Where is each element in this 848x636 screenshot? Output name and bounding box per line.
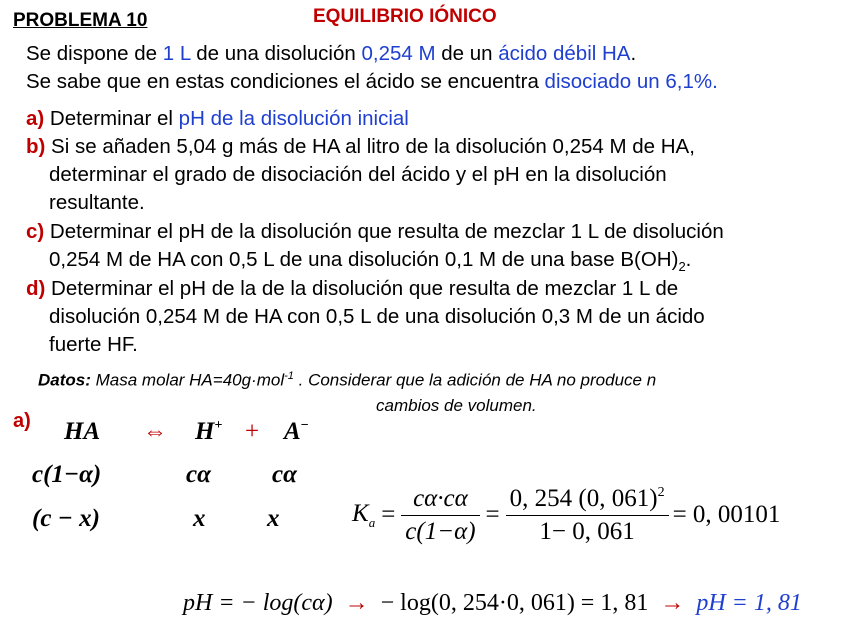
row2-a: x xyxy=(267,505,280,532)
statement-text: Se sabe que en estas condiciones el ácido se encuentra xyxy=(26,70,545,93)
ka-fraction-2 xyxy=(506,485,669,546)
ph-expression: pH = − log(cα) xyxy=(183,590,333,616)
dissociation-value: disociado un 6,1%. xyxy=(544,70,718,93)
problem-title: PROBLEMA 10 xyxy=(13,10,148,31)
row1-reactant: c(1−α) xyxy=(32,461,102,488)
ph-line xyxy=(183,590,802,617)
ka-equals-1: = xyxy=(381,501,396,528)
item-b-line-3: resultante. xyxy=(49,191,145,214)
ph-arrow-1: → xyxy=(344,590,369,616)
datos-line-1 xyxy=(38,370,656,391)
concentration-value: 0,254 M xyxy=(361,42,436,65)
ph-calculation: − log(0, 254·0, 061) = 1, 81 xyxy=(380,590,649,616)
item-b-label: b) xyxy=(26,135,46,158)
item-d xyxy=(26,275,678,302)
ka-equals-2: = xyxy=(485,501,500,528)
datos-label: Datos: xyxy=(38,370,91,390)
eq-reactant: HA xyxy=(64,418,101,445)
equilibrium-arrow: ⇔ xyxy=(143,418,167,445)
item-d-label: d) xyxy=(26,277,46,300)
datos-line-2: cambios de volumen. xyxy=(376,396,537,415)
item-d-line-1: Determinar el pH de la de la disolución que resulta de mezclar 1 L de xyxy=(45,277,679,300)
row2-h: x xyxy=(193,505,206,532)
item-c xyxy=(26,218,724,245)
ka-result: = 0, 00101 xyxy=(672,501,781,528)
a-charge: − xyxy=(300,418,309,433)
item-a-highlight: pH de la disolución inicial xyxy=(178,107,409,130)
volume-value: 1 L xyxy=(162,42,191,65)
item-d-line-2: disolución 0,254 M de HA con 0,5 L de una disolución 0,3 M de un ácido xyxy=(49,305,705,328)
ka-expression xyxy=(352,480,780,550)
item-c-line-1: Determinar el pH de la disolución que resulta de mezclar 1 L de disolución xyxy=(44,220,724,243)
statement-text: de un xyxy=(435,42,499,65)
item-c-end: . xyxy=(685,248,692,271)
ka-denominator-2: 1− 0, 061 xyxy=(506,515,669,546)
item-b-line-1: Si se añaden 5,04 g más de HA al litro de la disolución 0,254 M de HA, xyxy=(45,135,695,158)
statement-text: . xyxy=(630,42,637,65)
eq-plus: + xyxy=(245,418,260,445)
datos-exponent: -1 xyxy=(284,370,294,382)
acid-name: ácido débil HA xyxy=(498,42,631,65)
ka-numerator-2: 0, 254 (0, 061)$^2$ xyxy=(509,484,665,512)
statement-line-1 xyxy=(26,40,636,67)
datos-text-2: . Considerar que la adición de HA no produce n xyxy=(293,370,657,390)
ka-symbol: $K_a$ xyxy=(352,499,376,530)
h-charge: + xyxy=(214,418,223,433)
statement-text: Se dispone de xyxy=(26,42,163,65)
topic-title: EQUILIBRIO IÓNICO xyxy=(313,6,497,27)
row1-a: cα xyxy=(272,461,297,488)
item-c-subscript: 2 xyxy=(678,259,686,274)
row1-h: cα xyxy=(186,461,211,488)
ka-denominator-1: c(1−α) xyxy=(401,515,479,546)
item-c-text: 0,254 M de HA con 0,5 L de una disolución 0,1 M de una base B(OH) xyxy=(49,248,679,271)
statement-line-2 xyxy=(26,68,718,95)
datos-text: Masa molar HA=40g·mol xyxy=(90,370,285,390)
solution-label: a) xyxy=(13,410,31,432)
item-d-line-3: fuerte HF. xyxy=(49,333,138,356)
ka-fraction-1 xyxy=(401,485,479,546)
item-b-line-2: determinar el grado de disociación del ácido y el pH en la disolución xyxy=(49,163,667,186)
ph-final-result: pH = 1, 81 xyxy=(696,590,802,616)
ka-numerator-1: cα·cα xyxy=(413,484,468,512)
item-a-label: a) xyxy=(26,107,45,130)
item-c-label: c) xyxy=(26,220,45,243)
item-a-text: Determinar el xyxy=(44,107,179,130)
ph-arrow-2: → xyxy=(660,590,685,616)
item-b xyxy=(26,133,695,160)
eq-product-h: H+ xyxy=(195,418,223,445)
item-a xyxy=(26,105,409,132)
eq-product-a: A− xyxy=(284,418,309,445)
row2-reactant: (c − x) xyxy=(32,505,100,532)
statement-text: de una disolución xyxy=(190,42,362,65)
